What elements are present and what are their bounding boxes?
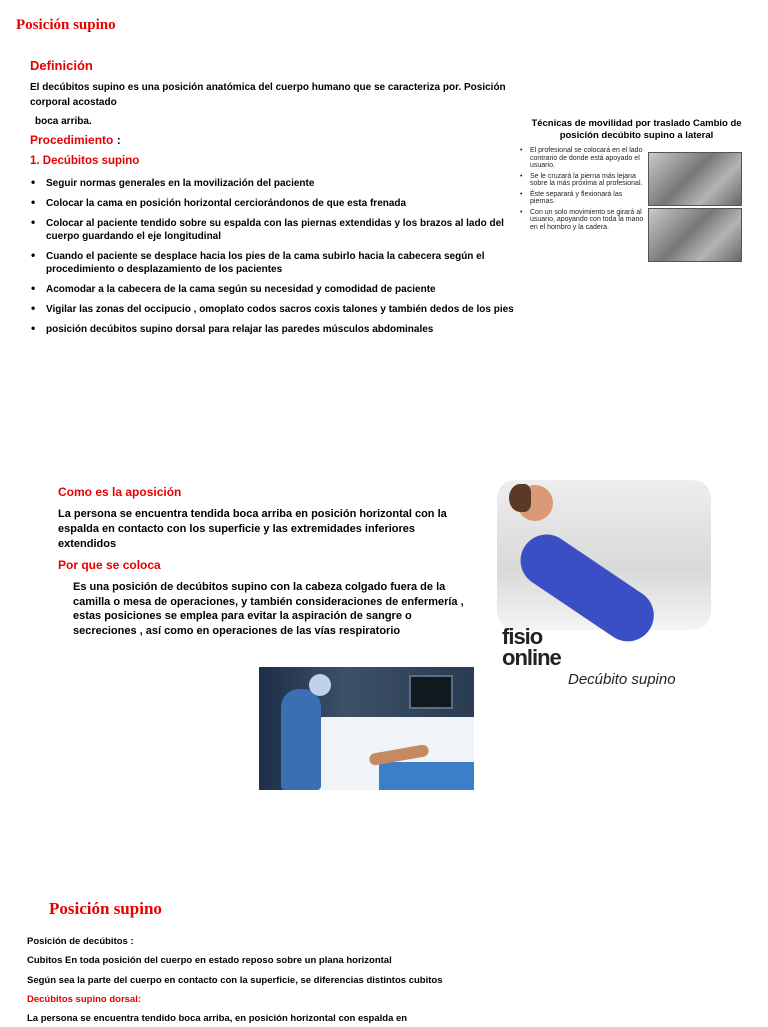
icu-photo — [259, 667, 474, 790]
procedimiento-item: • Vigilar las zonas del occipucio , omoplato codos sacros coxis talones y también dedos de los pies — [30, 303, 518, 316]
icu-nurse — [281, 689, 321, 790]
procedimiento-item: • Cuando el paciente se desplace hacia los pies de la cama subirlo hacia la cabecera según el procedimiento o desplazamiento de los pacientes — [30, 250, 518, 276]
bed-illustration — [497, 480, 711, 630]
figure-decubito-caption: Decúbito supino — [568, 671, 676, 688]
como-heading: Como es la aposición — [58, 485, 182, 499]
procedimiento-item: • posición decúbitos supino dorsal para relajar las paredes músculos abdominales — [30, 323, 518, 336]
figure-movilidad-item: • Con un solo movimiento se girará al usuario, apoyando con toda la mano en el hombro y la cadera. — [519, 209, 647, 232]
definicion-heading: Definición — [30, 58, 93, 73]
fisio-online-logo-line-1: fisio — [502, 624, 543, 649]
figure-decubito-supino — [493, 470, 715, 688]
como-text: La persona se encuentra tendida boca arriba en posición horizontal con la espalda en contacto con los superficie y las extremidades inferiores extendidos — [58, 508, 447, 550]
procedimiento-heading — [30, 133, 121, 147]
figure-movilidad-title-line-1: Técnicas de movilidad por traslado Cambio de — [531, 118, 742, 129]
icu-nurse-head — [309, 674, 331, 696]
decubitos-supino-subheading: 1. Decúbitos supino — [30, 155, 140, 167]
procedimiento-item: • Colocar al paciente tendido sobre su espalda con las piernas extendidas y los brazos al lado del cuerpo guardando el eje longitudinal — [30, 217, 518, 243]
page-title: Posición supino — [16, 17, 116, 33]
definicion-line-3: boca arriba. — [35, 116, 92, 127]
procedimiento-colon: : — [113, 133, 121, 147]
figure-movilidad-photo-2 — [648, 208, 742, 262]
section2-line-4: La persona se encuentra tendido boca arriba, en posición horizontal con espalda en — [27, 1013, 408, 1024]
procedimiento-item: • Acomodar a la cabecera de la cama según su necesidad y comodidad de paciente — [30, 283, 518, 296]
figure-movilidad-item: • Éste separará y flexionará las piernas. — [519, 191, 647, 206]
porque-list — [58, 580, 478, 638]
figure-movilidad-title — [513, 118, 760, 142]
figure-movilidad-list — [519, 147, 647, 234]
porque-heading: Por que se coloca — [58, 558, 161, 572]
figure-movilidad-item: • El profesional se colocará en el lado contrario de donde está apoyado el usuario. — [519, 147, 647, 170]
section2-line-3: Según sea la parte del cuerpo en contacto con la superficie, se diferencias distintos cubitos — [27, 975, 443, 986]
icu-blue-sheet — [379, 762, 474, 790]
patient-hair-illustration — [509, 484, 531, 512]
procedimiento-list — [30, 177, 518, 343]
fisio-online-logo-line-2: online — [502, 645, 561, 670]
definicion-text — [30, 81, 510, 129]
section2-line-1: Posición de decúbitos : — [27, 936, 134, 947]
procedimiento-label: Procedimiento — [30, 133, 114, 147]
fisio-online-logo — [502, 626, 561, 668]
section2-text — [27, 936, 747, 1027]
section2-red-label: Decúbitos supino dorsal: — [27, 994, 142, 1005]
section2-line-2: Cubitos En toda posición del cuerpo en estado reposo sobre un plana horizontal — [27, 955, 392, 966]
definicion-line-2: corporal acostado — [30, 97, 117, 108]
procedimiento-item: • Seguir normas generales en la movilización del paciente — [30, 177, 518, 190]
procedimiento-item: • Colocar la cama en posición horizontal cerciorándonos de que esta frenada — [30, 197, 518, 210]
figure-movilidad — [513, 112, 760, 270]
figure-movilidad-item: • Se le cruzará la pierna más lejana sobre la más próxima al profesional. — [519, 173, 647, 188]
monitor-icon — [409, 675, 453, 709]
definicion-line-1: El decúbitos supino es una posición anatómica del cuerpo humano que se caracteriza por. Posición — [30, 82, 506, 93]
porque-item: Es una posición de decúbitos supino con la cabeza colgado fuera de la camilla o mesa de operaciones, y también consideraciones de enfermería , estas posiciones se emplea para evitar la aspiración de sangre o secreciones , así como en operaciones de las vías respiratorio — [73, 581, 464, 637]
figure-movilidad-photo-1 — [648, 152, 742, 206]
figure-movilidad-title-line-2: posición decúbito supino a lateral — [559, 130, 714, 141]
section2-title: Posición supino — [49, 899, 162, 918]
